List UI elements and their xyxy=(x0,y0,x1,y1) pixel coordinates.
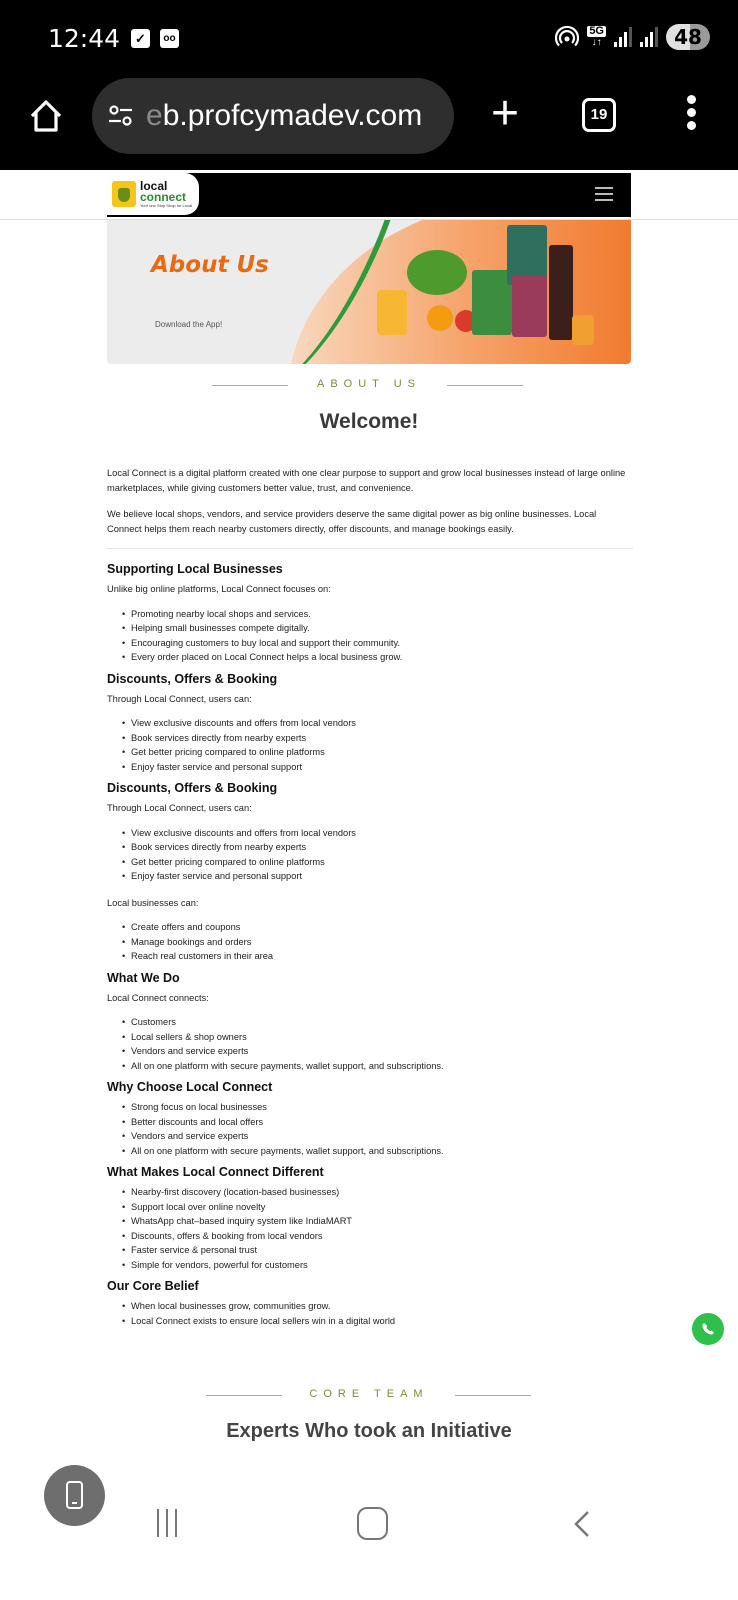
hamburger-menu-icon[interactable] xyxy=(595,187,613,202)
home-icon[interactable] xyxy=(26,96,66,136)
list-item: • Promoting nearby local shops and services. xyxy=(122,607,633,622)
section-list xyxy=(122,1299,633,1328)
list-item: • Vendors and service experts xyxy=(122,1129,633,1144)
signal-icon-2 xyxy=(640,27,658,47)
list-item: • Get better pricing compared to online platforms xyxy=(122,745,633,760)
section-intro: Through Local Connect, users can: xyxy=(107,693,252,704)
hero-product-image xyxy=(357,220,617,364)
section-heading: Discounts, Offers & Booking xyxy=(107,671,278,686)
section-list xyxy=(122,920,633,964)
list-item: • Every order placed on Local Connect helps a local business grow. xyxy=(122,650,633,665)
list-item: • Vendors and service experts xyxy=(122,1044,633,1059)
section-list xyxy=(122,1015,633,1073)
whatsapp-phone-icon xyxy=(699,1320,717,1338)
list-item: • Book services directly from nearby experts xyxy=(122,731,633,746)
section-what-we-do xyxy=(107,970,633,1074)
list-item: • Customers xyxy=(122,1015,633,1030)
home-button[interactable] xyxy=(357,1507,388,1540)
section-list xyxy=(122,716,633,774)
section-what-makes-different xyxy=(107,1164,633,1272)
core-team-line-right xyxy=(455,1395,531,1396)
welcome-heading: Welcome! xyxy=(319,410,419,433)
system-nav-bar xyxy=(0,1455,738,1600)
list-item: • WhatsApp chat–based inquiry system like IndiaMART xyxy=(122,1214,633,1229)
list-item: • View exclusive discounts and offers from local vendors xyxy=(122,716,633,731)
section-supporting-local xyxy=(107,561,633,665)
list-item: • Encouraging customers to buy local and support their community. xyxy=(122,636,633,651)
new-tab-icon[interactable]: + xyxy=(490,87,520,140)
back-button[interactable] xyxy=(568,1509,598,1539)
recents-button[interactable] xyxy=(152,1509,182,1539)
list-item: • View exclusive discounts and offers from local vendors xyxy=(122,826,633,841)
url-text[interactable]: eb.profcymadev.com xyxy=(146,99,423,132)
list-item: • Strong focus on local businesses xyxy=(122,1100,633,1115)
core-team-label: CORE TEAM xyxy=(309,1388,429,1400)
list-item: • Enjoy faster service and personal support xyxy=(122,869,633,884)
list-item: • Discounts, offers & booking from local vendors xyxy=(122,1229,633,1244)
phone-rotate-icon xyxy=(66,1481,83,1509)
about-content xyxy=(107,466,633,1334)
section-intro: Local Connect connects: xyxy=(107,992,209,1003)
section-list xyxy=(122,1185,633,1272)
list-item: • Book services directly from nearby experts xyxy=(122,840,633,855)
section-heading: Supporting Local Businesses xyxy=(107,562,283,576)
section-why-choose xyxy=(107,1079,633,1158)
browser-toolbar xyxy=(0,78,738,170)
status-time: 12:44 xyxy=(48,24,121,53)
whatsapp-chat-button[interactable] xyxy=(692,1313,724,1345)
battery-indicator: 48 xyxy=(666,24,710,50)
section-discounts-1 xyxy=(107,671,633,775)
section-list xyxy=(122,826,633,884)
status-bar xyxy=(0,0,738,78)
site-settings-icon[interactable] xyxy=(106,101,136,131)
section-heading: What Makes Local Connect Different xyxy=(107,1165,324,1179)
section-discounts-2 xyxy=(107,780,633,964)
more-menu-icon[interactable] xyxy=(684,95,698,135)
site-logo[interactable]: local connect Your one Stop Shop for Local xyxy=(107,173,199,215)
list-item: • Enjoy faster service and personal support xyxy=(122,760,633,775)
list-item: • When local businesses grow, communities grow. xyxy=(122,1299,633,1314)
hero-title: About Us xyxy=(151,252,269,278)
tabs-button[interactable]: 19 xyxy=(582,98,616,132)
list-item: • Create offers and coupons xyxy=(122,920,633,935)
list-item: • Local Connect exists to ensure local sellers win in a digital world xyxy=(122,1314,633,1329)
section-heading: Why Choose Local Connect xyxy=(107,1080,273,1094)
list-item: • Nearby-first discovery (location-based businesses) xyxy=(122,1185,633,1200)
voicemail-icon: oo xyxy=(160,29,179,48)
section-heading: What We Do xyxy=(107,970,180,985)
about-label-line-right xyxy=(447,385,523,386)
list-item: • Reach real customers in their area xyxy=(122,949,633,964)
list-item: • Manage bookings and orders xyxy=(122,935,633,950)
list-item: • Better discounts and local offers xyxy=(122,1115,633,1130)
list-item: • Get better pricing compared to online platforms xyxy=(122,855,633,870)
list-item: • All on one platform with secure payments, wallet support, and subscriptions. xyxy=(122,1144,633,1159)
section-heading: Discounts, Offers & Booking xyxy=(107,781,278,795)
section-list xyxy=(122,607,633,665)
hero-banner xyxy=(107,220,631,364)
list-item: • Faster service & personal trust xyxy=(122,1243,633,1258)
signal-icon-1 xyxy=(614,27,632,47)
hotspot-icon xyxy=(555,25,579,49)
screen-orientation-button[interactable] xyxy=(44,1465,105,1526)
list-item: • Helping small businesses compete digitally. xyxy=(122,621,633,636)
check-box-icon: ✓ xyxy=(131,29,150,48)
section-core-belief xyxy=(107,1278,633,1328)
intro-paragraph: We believe local shops, vendors, and service providers deserve the same digital power as big online businesses. Local Connect helps them reach nearby customers directly, offer discounts, and manage bookings easily. xyxy=(107,509,597,534)
list-item: • Simple for vendors, powerful for customers xyxy=(122,1258,633,1273)
list-item: • All on one platform with secure payments, wallet support, and subscriptions. xyxy=(122,1059,633,1074)
list-item: • Local sellers & shop owners xyxy=(122,1030,633,1045)
section-intro: Unlike big online platforms, Local Connect focuses on: xyxy=(107,584,331,594)
section-heading: Our Core Belief xyxy=(107,1279,199,1293)
core-team-heading: Experts Who took an Initiative xyxy=(226,1420,512,1442)
status-indicators xyxy=(555,24,710,50)
notification-icons xyxy=(131,29,179,48)
section-intro: Through Local Connect, users can: xyxy=(107,803,252,813)
list-item: • Support local over online novelty xyxy=(122,1200,633,1215)
site-header xyxy=(107,173,631,217)
about-us-label: ABOUT US xyxy=(316,378,422,390)
shopping-bag-logo-icon xyxy=(112,181,136,207)
intro-paragraph: Local Connect is a digital platform created with one clear purpose to support and grow local businesses instead of large online marketplaces, while giving customers better value, trust, and convenience. xyxy=(107,468,626,493)
web-page xyxy=(0,170,738,1455)
content-divider xyxy=(107,548,633,549)
download-app-link[interactable]: Download the App! xyxy=(155,320,223,329)
address-bar[interactable] xyxy=(92,78,454,154)
section-intro: Local businesses can: xyxy=(107,897,199,908)
section-list xyxy=(122,1100,633,1158)
network-5g-icon: 5G ↓↑ xyxy=(589,25,604,48)
